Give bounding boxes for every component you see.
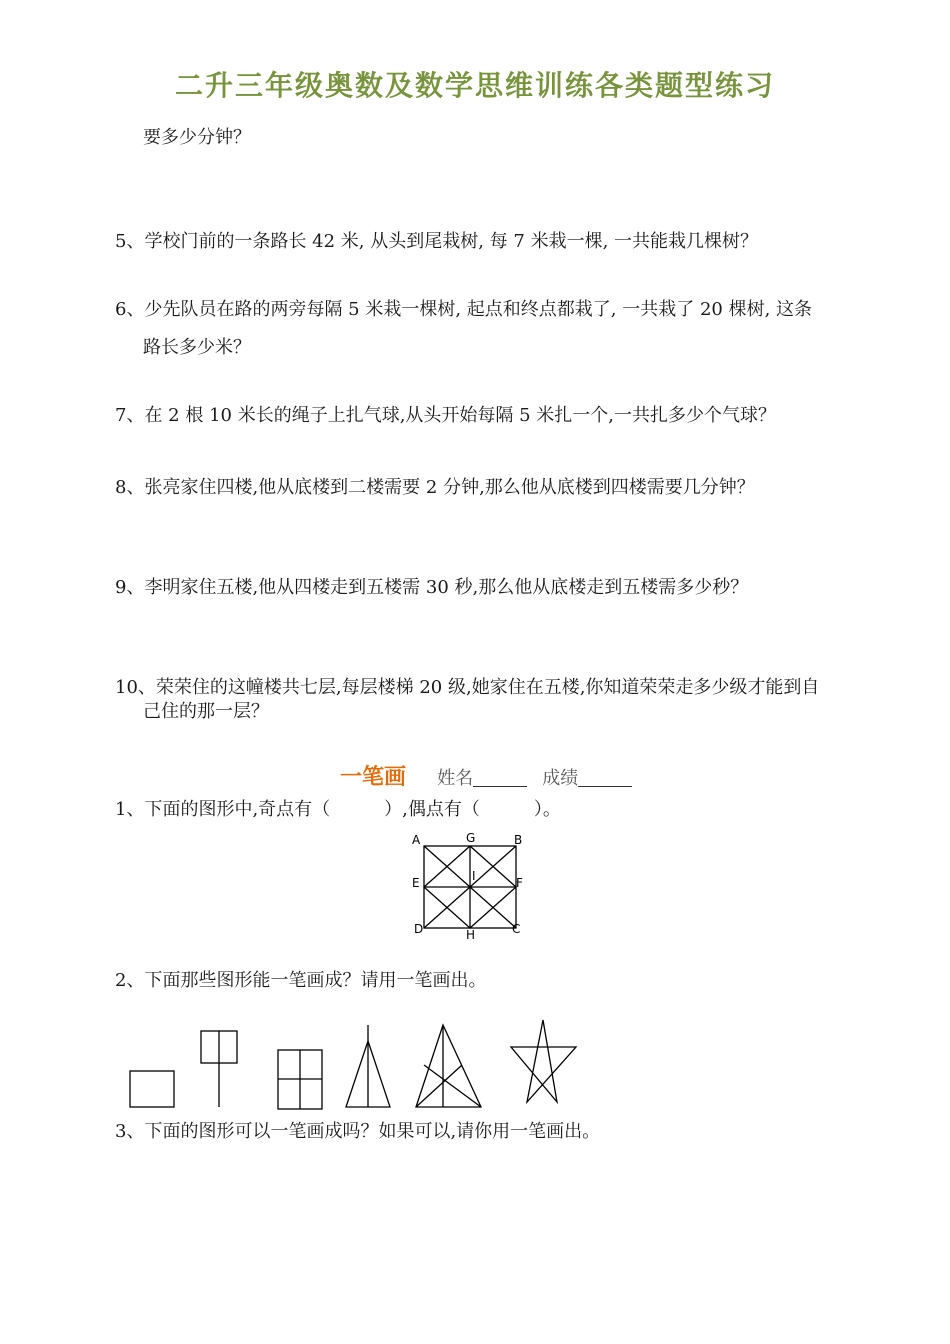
question-10-continued: 己住的那一层？ <box>143 701 269 722</box>
section-title: 一笔画 <box>340 765 407 790</box>
square-with-stick-figure <box>201 1031 237 1107</box>
label-f: F <box>516 876 523 890</box>
question-8 <box>115 476 755 500</box>
question-number: 2、 <box>115 970 145 991</box>
label-e: E <box>412 876 420 890</box>
question-text: 在 2 根 10 米长的绳子上扎气球,从头开始每隔 5 米扎一个,一共扎多少个气球？ <box>144 405 777 426</box>
question-number: 10、 <box>115 677 156 698</box>
figures-row <box>120 1015 590 1115</box>
label-b: B <box>514 833 523 847</box>
label-c: C <box>512 922 521 936</box>
square-diagram <box>410 826 534 942</box>
question-9 <box>115 576 748 600</box>
name-field <box>437 768 527 789</box>
question-10 <box>115 676 819 700</box>
score-blank <box>578 768 632 787</box>
label-h: H <box>466 928 476 942</box>
question-text: 荣荣住的这幢楼共七层,每层楼梯 20 级,她家住在五楼,你知道荣荣走多少级才能到自 <box>155 677 820 698</box>
question-text: 下面的图形可以一笔画成吗？如果可以,请你用一笔画出。 <box>144 1121 601 1142</box>
question-number: 5、 <box>115 231 145 252</box>
question-6 <box>115 298 812 322</box>
stroke-question-3 <box>115 1120 600 1144</box>
stroke-question-2 <box>115 969 486 993</box>
question-number: 3、 <box>115 1121 145 1142</box>
question-number: 8、 <box>115 477 145 498</box>
question-text: 下面的图形中,奇点有（ ）,偶点有（ ）。 <box>144 799 561 820</box>
question-number: 1、 <box>115 799 145 820</box>
question-text: 张亮家住四楼,他从底楼到二楼需要 2 分钟,那么他从底楼到四楼需要几分钟？ <box>144 477 755 498</box>
label-g: G <box>466 831 476 845</box>
stroke-question-1 <box>115 798 561 822</box>
window-figure <box>278 1050 322 1109</box>
label-d: D <box>414 922 424 936</box>
label-i: I <box>472 869 476 883</box>
star-figure <box>511 1020 576 1102</box>
question-7 <box>115 404 776 428</box>
score-label: 成绩 <box>542 768 579 789</box>
question-continuation: 要多少分钟？ <box>143 127 251 148</box>
section-header <box>340 760 632 791</box>
page-title: 二升三年级奥数及数学思维训练各类题型练习 <box>174 69 775 102</box>
question-5 <box>115 230 758 254</box>
question-number: 7、 <box>115 405 145 426</box>
triangle-with-median-figure <box>346 1025 390 1107</box>
triangle-with-cevians-figure <box>416 1025 481 1107</box>
question-text: 少先队员在路的两旁每隔 5 米栽一棵树, 起点和终点都栽了, 一共栽了 20 棵树, 这条 <box>144 299 813 320</box>
question-number: 6、 <box>115 299 145 320</box>
question-6-continued: 路长多少米？ <box>143 337 251 358</box>
question-text: 下面那些图形能一笔画成？请用一笔画出。 <box>144 970 487 991</box>
name-blank <box>473 768 527 787</box>
question-number: 9、 <box>115 577 145 598</box>
question-text: 学校门前的一条路长 42 米, 从头到尾栽树, 每 7 米栽一棵, 一共能栽几棵树？ <box>144 231 759 252</box>
name-label: 姓名 <box>437 768 474 789</box>
score-field <box>542 768 632 789</box>
label-a: A <box>412 833 421 847</box>
question-text: 李明家住五楼,他从四楼走到五楼需 30 秒,那么他从底楼走到五楼需多少秒？ <box>144 577 749 598</box>
rectangle-figure <box>130 1071 174 1107</box>
